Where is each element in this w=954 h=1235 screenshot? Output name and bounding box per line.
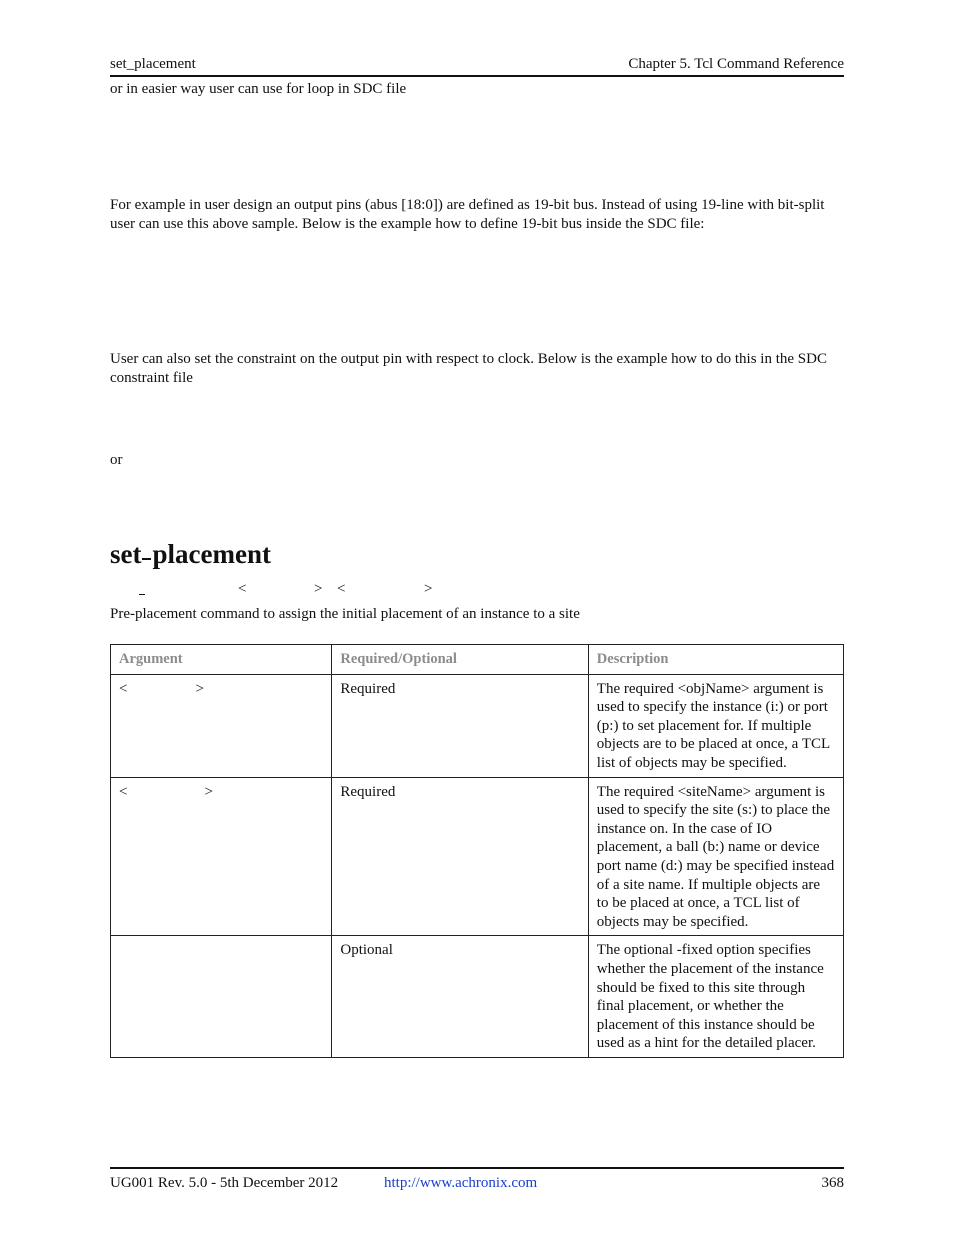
footer-rule <box>110 1167 844 1169</box>
arguments-table <box>110 644 844 1058</box>
synopsis-lt-1: < <box>238 581 247 597</box>
synopsis-underscore <box>139 594 145 595</box>
table-row <box>111 936 844 1058</box>
footer-website-link[interactable]: http://www.achronix.com <box>384 1175 538 1191</box>
page-number: 368 <box>821 1175 844 1191</box>
header-rule <box>110 75 844 77</box>
bus-example-paragraph: For example in user design an output pins (abus [18:0]) are defined as 19-bit bus. Instead of using 19-line with bit-split user can use this above sample. Below is the example how to define 19-bit bus inside the SDC file: <box>110 197 825 232</box>
req-cell: Required <box>332 777 588 936</box>
arg-lt: < <box>119 680 128 697</box>
section-title: set placement <box>110 539 271 569</box>
command-description: Pre-placement command to assign the initial placement of an instance to a site <box>110 606 580 622</box>
header-argument: Argument <box>111 645 332 675</box>
clock-constraint-paragraph: User can also set the constraint on the output pin with respect to clock. Below is the example how to do this in the SDC constraint file <box>110 351 827 386</box>
req-cell: Required <box>332 674 588 777</box>
arg-cell <box>111 936 332 1058</box>
arg-cell <box>111 777 332 936</box>
table-row <box>111 777 844 936</box>
req-cell: Optional <box>332 936 588 1058</box>
arg-gt: > <box>195 680 204 697</box>
running-header-left: set_placement <box>110 56 196 72</box>
synopsis-gt-1: > <box>314 581 323 597</box>
table-row <box>111 674 844 777</box>
desc-cell: The required <siteName> argument is used to specify the site (s:) to place the instance on. In the case of IO placement, a ball (b:) name or device port name (d:) may be specified instead of a site name. If multiple objects are to be placed at once, a TCL list of objects may be specified. <box>588 777 843 936</box>
arg-lt: < <box>119 783 128 800</box>
desc-cell: The required <objName> argument is used to specify the instance (i:) or port (p:) to set placement for. If multiple objects are to be placed at once, a TCL list of objects may be specified. <box>588 674 843 777</box>
desc-cell: The optional -fixed option specifies whether the placement of the instance should be fixed to this site through final placement, or whether the placement of this instance should be used as a hint for the detailed placer. <box>588 936 843 1058</box>
for-loop-intro: or in easier way user can use for loop in SDC file <box>110 81 407 97</box>
arg-cell <box>111 674 332 777</box>
arg-gt: > <box>204 783 213 800</box>
or-text: or <box>110 452 123 468</box>
footer-doc-id: UG001 Rev. 5.0 - 5th December 2012 <box>110 1175 339 1191</box>
table-header-row <box>111 645 844 675</box>
synopsis-gt-2: > <box>424 581 433 597</box>
synopsis-lt-2: < <box>337 581 346 597</box>
running-header-right: Chapter 5. Tcl Command Reference <box>628 56 844 72</box>
header-required-optional: Required/Optional <box>332 645 588 675</box>
header-description: Description <box>588 645 843 675</box>
